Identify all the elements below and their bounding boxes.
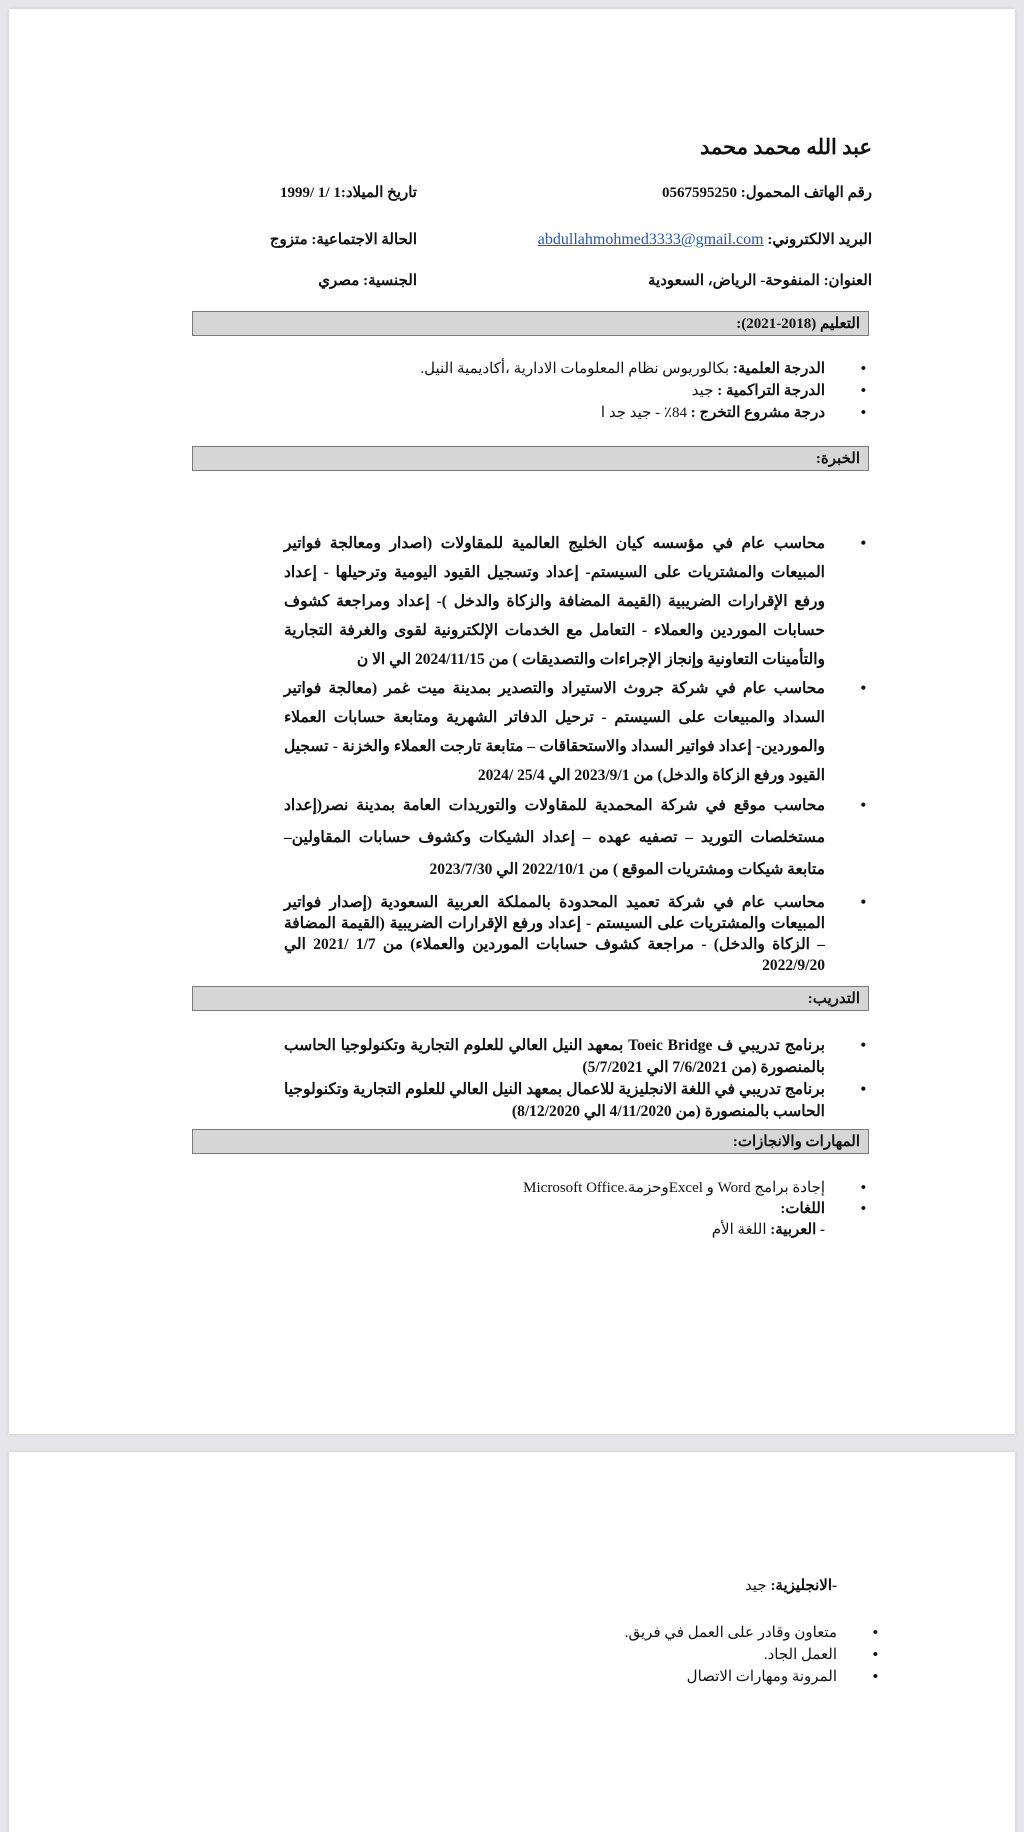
email-link[interactable]: abdullahmohmed3333@gmail.com	[537, 231, 764, 248]
english-label: -الانجليزية:	[770, 1578, 837, 1594]
soft-skills-list	[296, 1622, 878, 1688]
training-header: التدريب:	[192, 986, 869, 1011]
list-item	[284, 1199, 866, 1220]
address-value: المنفوحة- الرياض، السعودية	[647, 273, 820, 289]
resume-page-2	[9, 1452, 1015, 1832]
phone-value: 0567595250	[662, 185, 738, 201]
list-item	[284, 380, 866, 402]
list-item	[284, 674, 866, 790]
list-item	[296, 1644, 878, 1666]
email-label: البريد الالكتروني:	[767, 232, 872, 248]
item-label: الدرجة العلمية:	[732, 361, 825, 377]
language-arabic	[284, 1220, 825, 1241]
resume-body-flow	[9, 529, 1015, 1241]
bullet-icon: •	[860, 1201, 866, 1217]
marital-value: متزوج	[269, 232, 308, 248]
list-item	[284, 790, 866, 886]
email-field	[538, 230, 872, 249]
item-text: العمل الجاد.	[763, 1647, 837, 1663]
bullet-icon: •	[872, 1625, 878, 1641]
item-text: محاسب موقع في شركة المحمدية للمقاولات والتوريدات العامة بمدينة نصر(إعداد مستخلصات التوريد – تصفيه عهده – إعداد الشيكات وكشوف حسابات المقاولين– متابعة شيكات ومشتريات الموقع ) من 2022/10/1 الي 2023/7/30	[284, 797, 825, 878]
item-text: محاسب عام في شركة تعميد المحدودة بالمملكة العربية السعودية (إصدار فواتير المبيعات والمشتريات على السيستم - إعداد ورفع الإقرارات الضريبية (القيمة المضافة – الزكاة والدخل) - مراجعة كشوف حسابات الموردين والعملاء) من 1/7 /2021 الي 2022/9/20	[284, 894, 826, 974]
education-header: التعليم (2018-2021):	[192, 311, 869, 336]
language-english	[745, 1576, 837, 1595]
list-item	[284, 892, 866, 976]
item-label: درجة مشروع التخرج :	[690, 405, 825, 421]
list-item	[284, 358, 866, 380]
bullet-icon: •	[860, 405, 866, 421]
nationality-value: مصري	[318, 273, 360, 289]
item-text: برنامج تدريبي في اللغة الانجليزية للاعمال بمعهد النيل العالي للعلوم التجارية وتكنولوجيا الحاسب بالمنصورة (من 4/11/2020 الي 8/12/2020)	[284, 1081, 825, 1120]
bullet-icon: •	[872, 1669, 878, 1685]
item-text: محاسب عام في مؤسسه كيان الخليج العالمية للمقاولات (اصدار ومعالجة فواتير المبيعات والمشتريات على السيستم- إعداد وتسجيل القيود اليومية وترحيلها - إعداد ورفع الإقرارات الضريبية (القيمة المضافة والزكاة والدخل )- إعداد ومراجعة كشوف حسابات الموردين والعملاء - التعامل مع الخدمات الإلكترونية لقوى والغرفة التجارية والتأمينات التعاونية وإنجاز الإجراءات والتصديقات ) من 2024/11/15 الي الا ن	[284, 535, 825, 668]
list-item	[296, 1622, 878, 1644]
marital-field	[270, 230, 417, 249]
birth-label: تاريخ الميلاد:	[340, 185, 417, 201]
nationality-label: الجنسية:	[363, 273, 417, 289]
arabic-value: اللغة الأم	[711, 1222, 771, 1238]
address-label: العنوان:	[823, 273, 872, 289]
phone-field	[662, 183, 872, 202]
bullet-icon: •	[860, 383, 866, 399]
list-item	[284, 1035, 866, 1079]
bullet-icon: •	[860, 535, 866, 552]
item-text: المرونة ومهارات الاتصال	[686, 1669, 837, 1685]
training-list	[284, 1035, 866, 1123]
bullet-icon: •	[872, 1647, 878, 1663]
bullet-icon: •	[860, 797, 866, 814]
bullet-icon: •	[860, 680, 866, 697]
item-text: برنامج تدريبي ف Toeic Bridge بمعهد النيل العالي للعلوم التجارية وتكنولوجيا الحاسب بالمنصورة (من 7/6/2021 الي 5/7/2021)	[284, 1037, 826, 1076]
list-item	[284, 529, 866, 674]
item-label: الدرجة التراكمية :	[717, 383, 825, 399]
birth-field	[280, 183, 417, 202]
languages-label: اللغات:	[780, 1201, 825, 1217]
item-text: متعاون وقادر على العمل في فريق.	[624, 1625, 837, 1641]
marital-label: الحالة الاجتماعية:	[311, 232, 417, 248]
item-value: بكالوريوس نظام المعلومات الادارية ،أكاديمية النيل.	[420, 361, 733, 377]
bullet-icon: •	[860, 1081, 866, 1098]
experience-header: الخبرة:	[192, 446, 869, 471]
skills-header: المهارات والانجازات:	[192, 1129, 869, 1154]
nationality-field	[318, 271, 417, 290]
resume-page-1	[9, 9, 1015, 1434]
arabic-label: - العربية:	[770, 1222, 825, 1238]
list-item	[296, 1666, 878, 1688]
skills-list	[284, 1178, 866, 1241]
address-field	[648, 271, 872, 290]
bullet-icon: •	[860, 1180, 866, 1196]
item-text: محاسب عام في شركة جروث الاستيراد والتصدير بمدينة ميت غمر (معالجة فواتير السداد والمبيعات على السيستم - ترحيل الدفاتر الشهرية ومتابعة حسابات العملاء والموردين- إعداد فواتير السداد والاستحقاقات – متابعة تارجت العملاء والخزنة - تسجيل القيود ورفع الزكاة والدخل) من 2023/9/1 الي 25/4 /2024	[284, 680, 825, 784]
list-item	[284, 1079, 866, 1123]
list-item	[284, 402, 866, 424]
item-text: إجادة برامج Word و Excelوحزمة.Microsoft Office	[523, 1180, 825, 1196]
english-value: جيد	[745, 1578, 771, 1594]
list-item	[284, 1178, 866, 1199]
education-list	[284, 358, 866, 424]
item-value: 84٪ - جيد جد ا	[600, 405, 691, 421]
bullet-icon: •	[860, 1037, 866, 1054]
bullet-icon: •	[860, 894, 866, 911]
birth-value: 1 /1 /1999	[279, 185, 341, 201]
phone-label: رقم الهاتف المحمول:	[740, 185, 872, 201]
item-value: جيد	[691, 383, 718, 399]
candidate-name: عبد الله محمد محمد	[699, 135, 872, 159]
bullet-icon: •	[860, 361, 866, 377]
experience-list	[284, 529, 866, 976]
